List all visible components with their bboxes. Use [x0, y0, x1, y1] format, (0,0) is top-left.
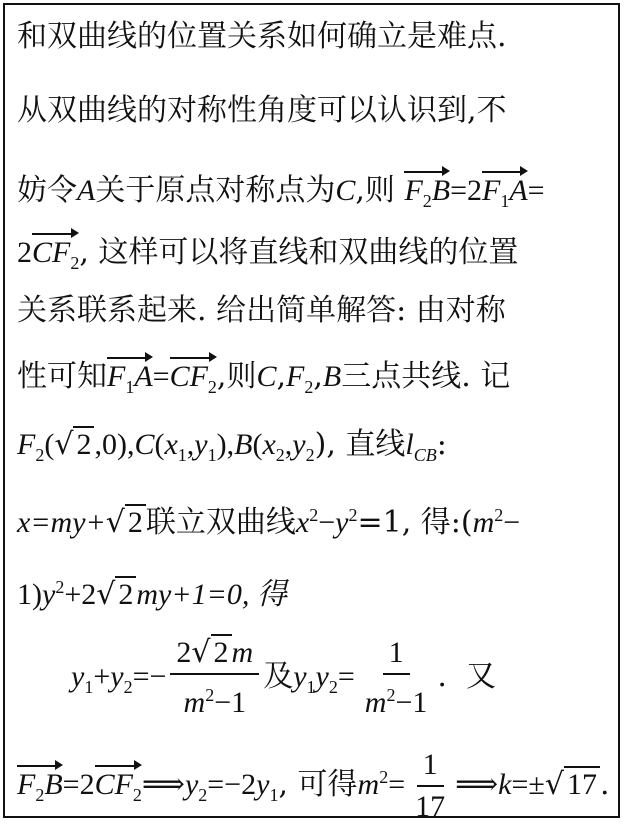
- text: 和双曲线的位置关系如何确立是难点.: [17, 19, 507, 54]
- equals: =: [152, 360, 170, 393]
- radicand: 17: [564, 766, 600, 802]
- var-y: y: [293, 660, 307, 693]
- text: 妨令: [17, 173, 77, 208]
- text: ,则: [216, 359, 257, 394]
- var-y: y: [42, 578, 56, 611]
- sub: 2: [304, 377, 314, 397]
- vec-char: CF: [169, 360, 208, 393]
- vector-F1A: [482, 165, 528, 221]
- text: ), 直线: [314, 427, 406, 462]
- fraction-product: [359, 633, 434, 723]
- var-y: y: [315, 660, 329, 693]
- text: , 这样可以将直线和双曲线的位置: [79, 235, 519, 270]
- sup: 2: [205, 685, 215, 705]
- line-6: [17, 351, 606, 407]
- sub: 1: [207, 445, 217, 465]
- sqrt-2: [191, 633, 231, 673]
- coef: 2: [17, 236, 32, 269]
- radicand: 2: [115, 576, 136, 612]
- var-x: x: [262, 428, 276, 461]
- var-y: y: [256, 768, 270, 801]
- equals-2: =2: [450, 174, 483, 207]
- sqrt-2: [54, 425, 94, 465]
- vec-char: F: [404, 174, 423, 207]
- line-9: [17, 567, 606, 615]
- line-4: [17, 227, 606, 283]
- equals: =: [527, 174, 545, 207]
- equals: =: [388, 768, 406, 801]
- sqrt-2: [96, 575, 136, 615]
- sub: 2: [305, 445, 315, 465]
- vector-CF2: [170, 351, 217, 407]
- sub: CB: [413, 445, 437, 465]
- comma: ,: [313, 359, 323, 394]
- sub: 1: [306, 677, 316, 697]
- vec-char: A: [134, 360, 153, 393]
- point-A: A: [77, 174, 96, 207]
- radicand: 2: [125, 504, 146, 540]
- var-x: x: [295, 506, 310, 539]
- vector-F2B: [404, 165, 450, 221]
- text: 关系联系起来. 给出简单解答: 由对称: [17, 293, 506, 328]
- plus: +: [93, 660, 111, 693]
- sup: 2: [55, 577, 65, 597]
- paren: (: [252, 428, 263, 461]
- minus-one: −1: [395, 686, 428, 719]
- minus: −: [503, 506, 521, 539]
- sup: 2: [379, 767, 389, 787]
- var-y: y: [194, 428, 208, 461]
- vec-char: CF: [32, 236, 71, 269]
- sqrt-2: [106, 503, 146, 543]
- sup: 2: [494, 505, 504, 525]
- vector-CF2: [95, 759, 142, 815]
- radicand: 2: [211, 634, 232, 670]
- period: .: [437, 659, 447, 694]
- paren: (: [44, 428, 55, 461]
- vec-sub: 2: [70, 253, 80, 273]
- sup: 2: [348, 505, 358, 525]
- coef: 2: [176, 636, 192, 669]
- denominator: [359, 675, 434, 723]
- sub: 2: [123, 677, 133, 697]
- sup: 2: [309, 505, 319, 525]
- radical-sign: √: [96, 577, 116, 612]
- line-1: [17, 17, 606, 57]
- var-m: m: [364, 686, 387, 719]
- vec-sub: 2: [207, 377, 217, 397]
- var-k: k: [498, 768, 512, 801]
- radicand: 2: [73, 426, 94, 462]
- line-11: [17, 745, 610, 827]
- text: ,0),: [94, 428, 135, 461]
- var-m: m: [183, 686, 206, 719]
- point-C: C: [335, 174, 356, 207]
- fraction-m2: [409, 745, 451, 827]
- point-B: B: [234, 428, 253, 461]
- sup: 2: [386, 685, 396, 705]
- point-F: F: [286, 360, 305, 393]
- var-x: x: [164, 428, 178, 461]
- point-C: C: [134, 428, 155, 461]
- text: my+1=0, 得: [136, 578, 287, 611]
- minus-one: −1: [214, 686, 247, 719]
- line-2: [17, 91, 606, 131]
- vec-char: F: [17, 768, 36, 801]
- paren: ),: [216, 428, 235, 461]
- implies-arrow: ⟹: [455, 768, 499, 801]
- vector-CF2: [32, 227, 79, 283]
- vector-F1A: [107, 351, 153, 407]
- var-y: y: [71, 660, 85, 693]
- sub: 2: [275, 445, 285, 465]
- radical-sign: √: [105, 505, 125, 540]
- sub: 1: [269, 785, 279, 805]
- text: 关于原点对称点为: [95, 173, 336, 208]
- point-F: F: [17, 428, 36, 461]
- point-B: B: [322, 360, 342, 393]
- var-y: y: [292, 428, 306, 461]
- line-10: [71, 633, 606, 723]
- radical-sign: √: [54, 427, 74, 462]
- comma: ,: [284, 428, 293, 461]
- numerator: [170, 633, 259, 675]
- colon: :: [436, 427, 447, 462]
- vec-sub: 1: [125, 377, 135, 397]
- sqrt-17: [545, 765, 600, 805]
- sub: 1: [84, 677, 94, 697]
- vector-F2B: [17, 759, 63, 815]
- text: 从双曲线的对称性角度可以认识到,不: [17, 93, 507, 128]
- point-C: C: [256, 360, 277, 393]
- numerator: 1: [383, 633, 410, 675]
- sub: 2: [198, 785, 208, 805]
- denominator: [178, 675, 253, 723]
- equals-2: =2: [62, 768, 95, 801]
- var-m: m: [231, 636, 254, 669]
- line-5: [17, 291, 606, 331]
- text-ji: 及: [263, 659, 294, 694]
- sub: 2: [328, 677, 338, 697]
- comma: ,: [276, 359, 287, 394]
- vec-sub: 2: [422, 191, 432, 211]
- text-you: 又: [466, 659, 497, 694]
- var-l: l: [405, 428, 414, 461]
- radical-sign: √: [191, 635, 211, 670]
- line-3: [17, 165, 606, 221]
- vec-char: CF: [94, 768, 133, 801]
- equation: x=my+: [17, 506, 106, 539]
- vec-char: F: [482, 174, 501, 207]
- var-y: y: [110, 660, 124, 693]
- vec-char: A: [509, 174, 528, 207]
- equals-minus: =−: [132, 660, 167, 693]
- line-7: [17, 425, 606, 475]
- implies-arrow: ⟹: [141, 768, 185, 801]
- line-8: [17, 495, 606, 543]
- sub: 1: [177, 445, 187, 465]
- var-y: y: [335, 506, 349, 539]
- text: 联立双曲线: [145, 505, 296, 540]
- minus: −: [318, 506, 336, 539]
- vec-sub: 1: [500, 191, 510, 211]
- var-m: m: [357, 768, 380, 801]
- text: 性可知: [17, 359, 107, 394]
- sub: 2: [35, 445, 45, 465]
- var-m: m: [472, 506, 495, 539]
- equals-minus-2: =−2: [207, 768, 257, 801]
- text: 三点共线. 记: [341, 359, 511, 394]
- vec-sub: 2: [132, 785, 142, 805]
- text: , 可得: [278, 767, 358, 802]
- numerator: 1: [417, 745, 444, 787]
- radical-sign: √: [544, 767, 564, 802]
- vec-char: B: [44, 768, 63, 801]
- period: .: [599, 767, 610, 802]
- vec-char: B: [431, 174, 451, 207]
- comma: ,: [186, 428, 195, 461]
- denominator: 17: [415, 790, 446, 823]
- text: +2: [64, 578, 97, 611]
- var-y: y: [184, 768, 199, 801]
- vec-char: F: [107, 360, 126, 393]
- paren: (: [154, 428, 165, 461]
- text: =1, 得:(: [357, 505, 473, 540]
- text: 1): [17, 578, 42, 611]
- equals-pm: =±: [511, 768, 545, 801]
- vec-sub: 2: [35, 785, 45, 805]
- equals: =: [337, 660, 355, 693]
- fraction-sum: [170, 633, 259, 723]
- text: ,则: [355, 173, 395, 208]
- content-frame: [3, 3, 620, 823]
